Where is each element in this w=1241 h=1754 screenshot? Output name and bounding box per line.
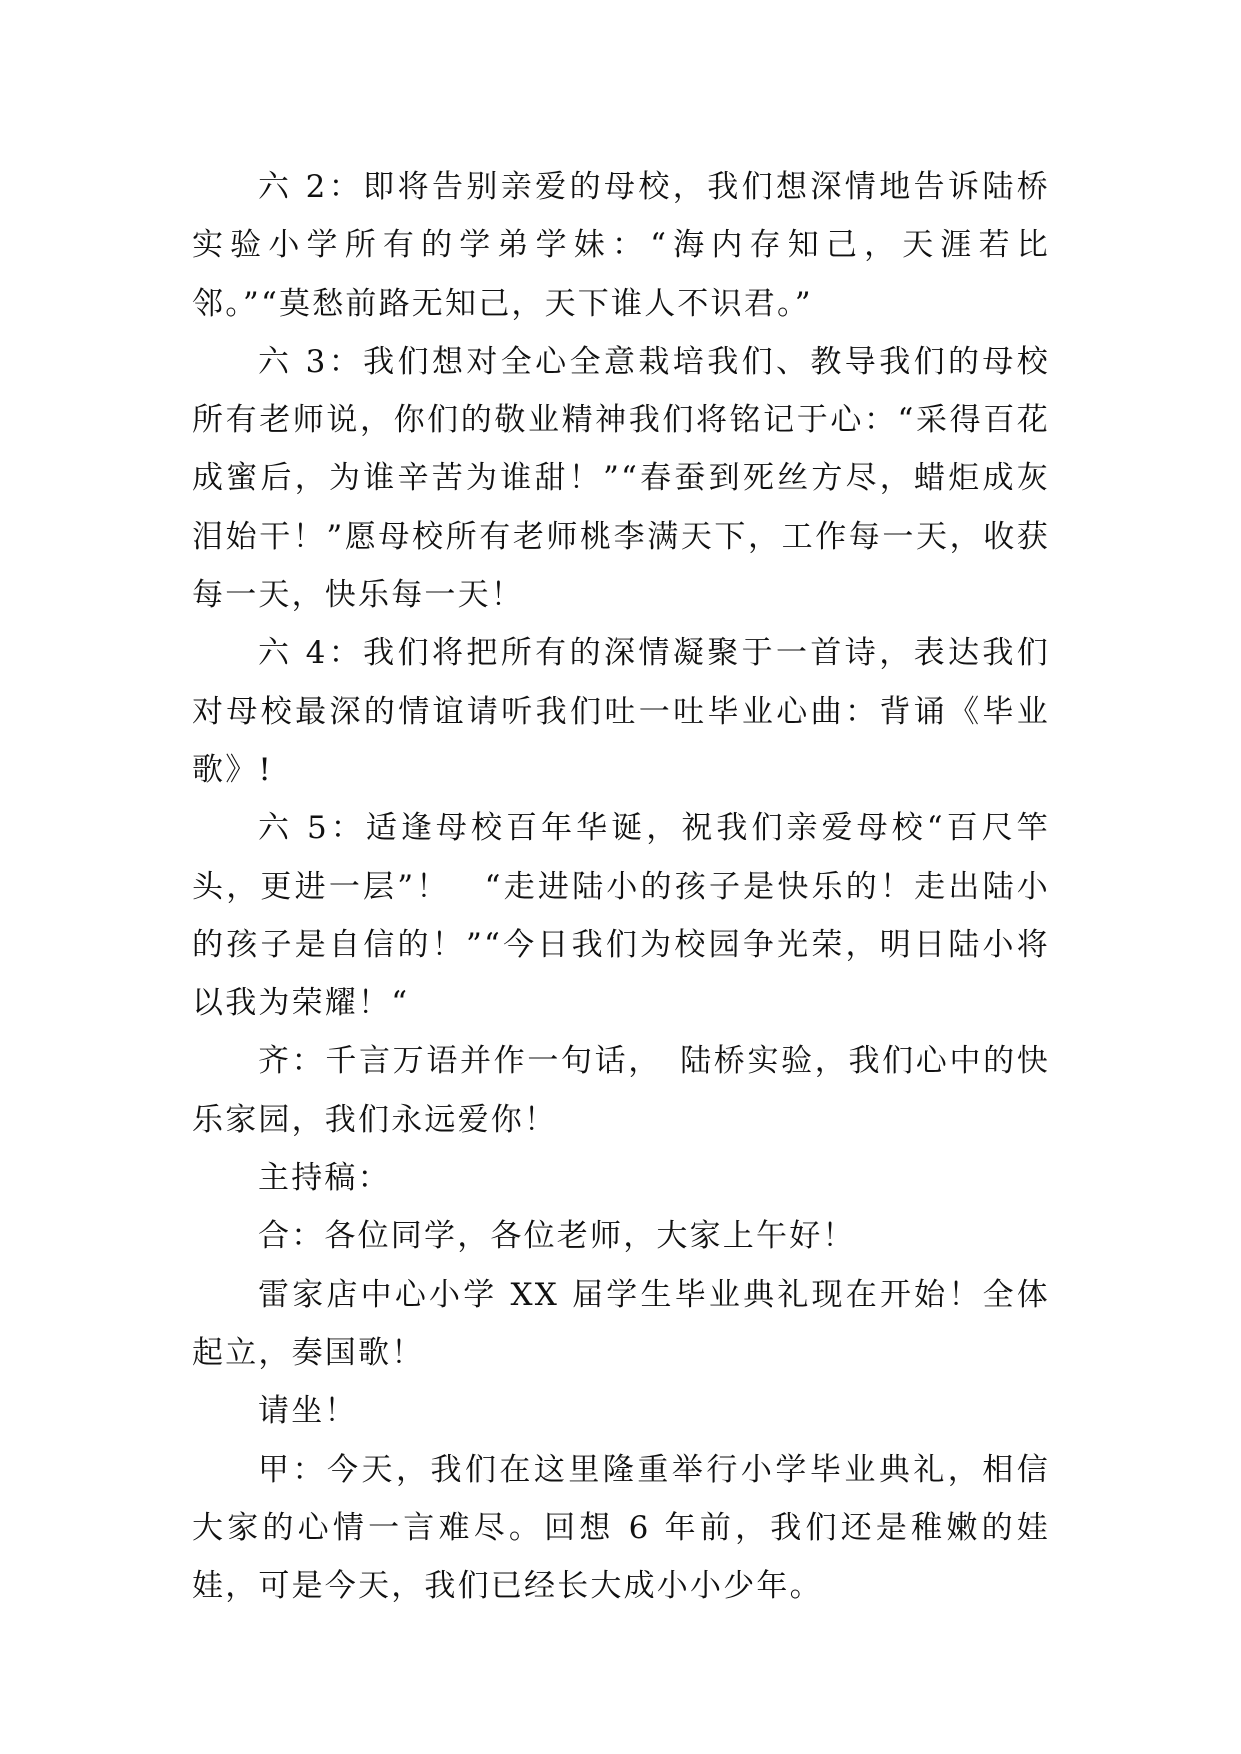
paragraph: 雷家店中心小学 XX 届学生毕业典礼现在开始！全体起立，奏国歌！: [192, 1276, 1050, 1371]
paragraph: 合：各位同学，各位老师，大家上午好！: [258, 1218, 856, 1255]
paragraph: 六 5：适逢母校百年华诞，祝我们亲爱母校“百尺竿头，更进一层”！ “走进陆小的孩子是快乐的！走出陆小的孩子是自信的！”“今日我们为校园争光荣，明日陆小将以我为荣耀！“: [192, 810, 1050, 1022]
paragraph: 六 3：我们想对全心全意栽培我们、教导我们的母校所有老师说，你们的敬业精神我们将铭记于心：“采得百花成蜜后，为谁辛苦为谁甜！”“春蚕到死丝方尽，蜡炬成灰泪始干！”愿母校所有老师桃李满天下，工作每一天，收获每一天，快乐每一天！: [192, 343, 1050, 614]
paragraph: 六 4：我们将把所有的深情凝聚于一首诗，表达我们对母校最深的情谊请听我们吐一吐毕业心曲：背诵《毕业歌》!: [192, 635, 1050, 788]
paragraph: 甲：今天，我们在这里隆重举行小学毕业典礼，相信大家的心情一言难尽。回想 6 年前，我们还是稚嫩的娃娃，可是今天，我们已经长大成小小少年。: [192, 1451, 1050, 1605]
paragraph: 请坐！: [258, 1393, 358, 1430]
paragraph: 齐：千言万语并作一句话， 陆桥实验，我们心中的快乐家园，我们永远爱你！: [192, 1043, 1050, 1138]
paragraph: 主持稿：: [258, 1160, 391, 1197]
document-body: [192, 158, 1050, 1615]
paragraph: 六 2：即将告别亲爱的母校，我们想深情地告诉陆桥实验小学所有的学弟学妹：“海内存知己，天涯若比邻。”“莫愁前路无知己，天下谁人不识君。”: [192, 169, 1050, 322]
